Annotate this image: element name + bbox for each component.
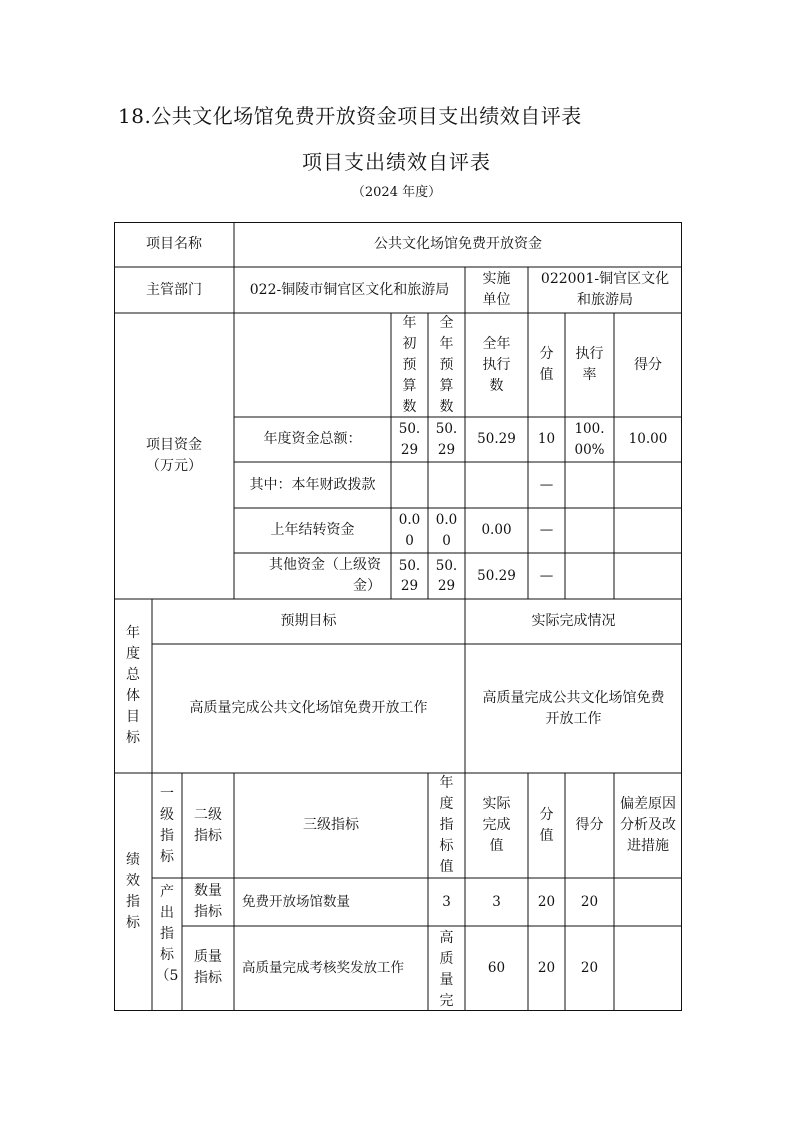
perf-row2-annual: 高质量完 xyxy=(439,930,454,1009)
funds-carryover-score xyxy=(614,508,682,553)
perf-row2-weight: 20 xyxy=(537,959,556,976)
header-actual-value: 实际完成值 xyxy=(482,796,511,854)
funds-other-full: 50.29 xyxy=(435,557,458,594)
funds-total-full: 50.29 xyxy=(435,421,458,458)
implementing-unit-label: 实施单位 xyxy=(482,271,511,308)
expected-goal-value: 高质量完成公共文化场馆免费开放工作 xyxy=(189,700,428,716)
funds-total-label: 年度资金总额： xyxy=(263,431,362,447)
expected-goal-label: 预期目标 xyxy=(280,613,337,629)
funds-fiscal-score xyxy=(614,462,682,508)
funds-other-score xyxy=(614,553,682,599)
performance-indicators-label: 绩效指标 xyxy=(126,851,140,931)
project-funds-label: 项目资金（万元） xyxy=(146,437,202,474)
fiscal-year: （2024 年度） xyxy=(351,185,442,200)
annual-goal-label: 年度总体目标 xyxy=(126,625,140,746)
header-initial-budget: 年初预算数 xyxy=(402,314,417,415)
document-heading: 18.公共文化场馆免费开放资金项目支出绩效自评表 xyxy=(118,104,582,128)
funds-total-initial: 50.29 xyxy=(398,421,421,458)
funds-other-initial: 50.29 xyxy=(398,557,421,594)
perf-row1-weight: 20 xyxy=(537,893,556,910)
table-title: 项目支出绩效自评表 xyxy=(302,150,491,174)
header-level3: 三级指标 xyxy=(303,817,359,833)
perf-row1-deviation xyxy=(614,878,682,926)
project-name-value: 公共文化场馆免费开放资金 xyxy=(374,236,542,252)
funds-carryover-rate xyxy=(565,508,614,553)
funds-other-weight: — xyxy=(539,567,554,584)
department-label: 主管部门 xyxy=(146,281,202,298)
actual-completion-value: 高质量完成公共文化场馆免费开放工作 xyxy=(482,689,665,727)
perf-row2-deviation xyxy=(614,926,682,1010)
implementing-unit-value: 022001-铜官区文化和旅游局 xyxy=(540,271,670,308)
perf-row2-actual: 60 xyxy=(487,959,506,976)
funds-carryover-initial: 0.00 xyxy=(398,512,421,549)
header-perf-score: 得分 xyxy=(575,817,604,833)
perf-row1-annual: 3 xyxy=(442,893,451,910)
funds-carryover-executed: 0.00 xyxy=(481,522,512,539)
funds-total-executed: 50.29 xyxy=(477,431,516,448)
header-level1: 一级指标 xyxy=(160,785,174,865)
perf-row2-level3: 高质量完成考核奖发放工作 xyxy=(242,959,404,976)
funds-carryover-weight: — xyxy=(539,522,554,539)
perf-row1-level3: 免费开放场馆数量 xyxy=(242,893,350,910)
header-full-year-budget: 全年预算数 xyxy=(439,314,454,415)
funds-total-score: 10.00 xyxy=(628,431,668,448)
perf-row1-score: 20 xyxy=(580,893,599,910)
funds-other-rate xyxy=(565,553,614,599)
department-value: 022-铜陵市铜官区文化和旅游局 xyxy=(249,281,450,298)
header-deviation: 偏差原因分析及改进措施 xyxy=(620,796,676,854)
funds-carryover-label: 上年结转资金 xyxy=(270,522,355,538)
funds-fiscal-full xyxy=(428,462,465,508)
header-executed: 全年执行数 xyxy=(482,335,511,394)
perf-row1-level2: 数量指标 xyxy=(194,883,222,920)
funds-total-rate: 100.00% xyxy=(574,421,605,458)
funds-fiscal-initial xyxy=(391,462,428,508)
funds-fiscal-label: 其中：本年财政拨款 xyxy=(249,476,376,493)
actual-completion-label: 实际完成情况 xyxy=(531,613,616,629)
header-score: 得分 xyxy=(634,356,662,373)
perf-row2-score: 20 xyxy=(580,959,599,976)
perf-row2-level2: 质量指标 xyxy=(194,949,222,986)
funds-fiscal-weight: — xyxy=(539,476,554,493)
funds-fiscal-executed xyxy=(465,462,528,508)
funds-carryover-full: 0.00 xyxy=(435,512,458,549)
header-level2: 二级指标 xyxy=(194,806,222,844)
funds-other-executed: 50.29 xyxy=(477,567,516,584)
header-score-weight: 分值 xyxy=(539,346,554,383)
funds-other-label: 其他资金（上级资金） xyxy=(269,557,381,594)
level1-output-indicator: 产出指标（5 xyxy=(155,884,179,984)
funds-fiscal-rate xyxy=(565,462,614,508)
header-annual-value: 年度指标值 xyxy=(439,775,454,875)
funds-total-weight: 10 xyxy=(537,431,556,448)
header-exec-rate: 执行率 xyxy=(575,346,604,383)
header-weight: 分值 xyxy=(539,806,554,844)
project-name-label: 项目名称 xyxy=(146,236,202,252)
perf-row1-actual: 3 xyxy=(492,893,501,910)
